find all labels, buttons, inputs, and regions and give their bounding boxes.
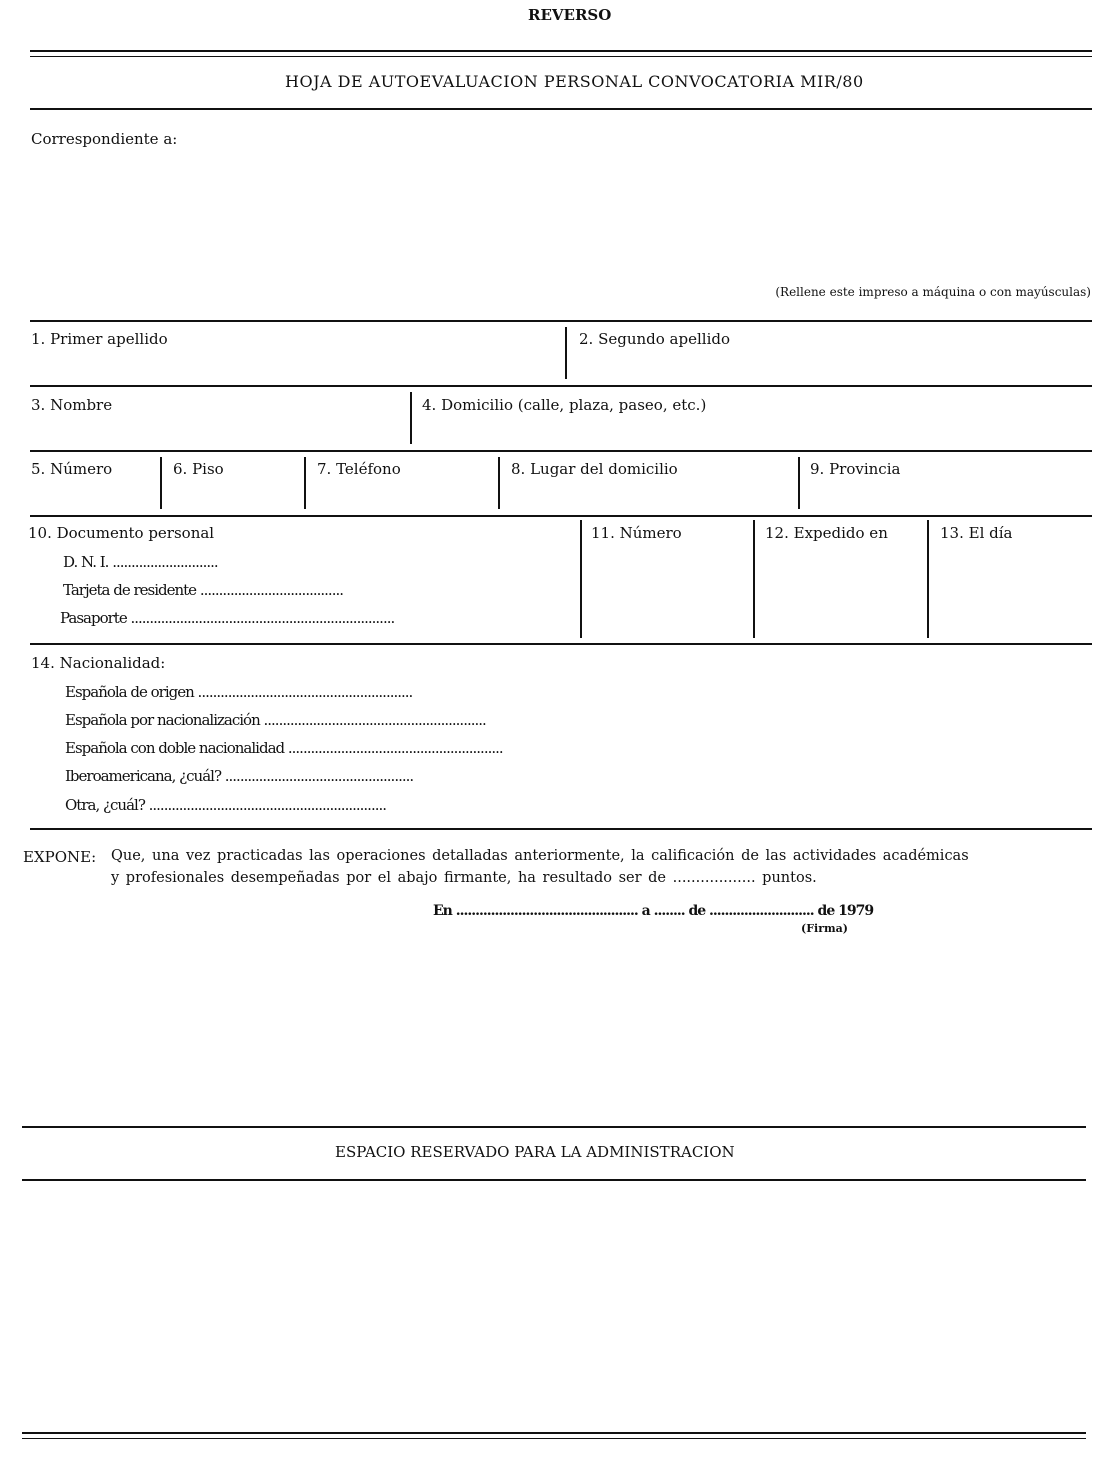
signature-place-date[interactable]: En ............................................... a ........ de ........................... de 1979	[433, 903, 874, 919]
field-numero[interactable]: 5. Número	[31, 460, 113, 478]
field-documento-personal: 10. Documento personal	[28, 524, 215, 542]
field-nacionalidad: 14. Nacionalidad:	[31, 654, 166, 672]
field-primer-apellido[interactable]: 1. Primer apellido	[31, 330, 168, 348]
expone-line-2: y profesionales desempeñadas por el abajo firmante, ha resultado ser de .................. puntos.	[111, 870, 817, 886]
row5-top-rule	[30, 643, 1092, 645]
row4-top-rule	[30, 515, 1092, 517]
field-numero-documento[interactable]: 11. Número	[591, 524, 682, 542]
row2-divider	[410, 392, 412, 444]
field-piso[interactable]: 6. Piso	[173, 460, 224, 478]
field-lugar-domicilio[interactable]: 8. Lugar del domicilio	[511, 460, 678, 478]
row4-divider-2	[753, 520, 755, 638]
field-telefono[interactable]: 7. Teléfono	[317, 460, 401, 478]
option-iberoamericana[interactable]: Iberoamericana, ¿cuál? ..................................................	[65, 767, 414, 785]
option-dni[interactable]: D. N. I. ............................	[63, 553, 218, 571]
row3-divider-4	[798, 457, 800, 509]
firma-label: (Firma)	[801, 922, 848, 935]
field-nombre[interactable]: 3. Nombre	[31, 396, 113, 414]
option-otra[interactable]: Otra, ¿cuál? ...............................................................	[65, 796, 387, 814]
row3-divider-1	[160, 457, 162, 509]
top-double-rule-2	[30, 56, 1092, 57]
field-expedido-en[interactable]: 12. Expedido en	[765, 524, 888, 542]
row3-top-rule	[30, 450, 1092, 452]
row1-top-rule	[30, 320, 1092, 322]
correspondiente-label: Correspondiente a:	[31, 130, 178, 148]
field-segundo-apellido[interactable]: 2. Segundo apellido	[579, 330, 731, 348]
admin-top-rule	[22, 1126, 1086, 1128]
row3-divider-2	[304, 457, 306, 509]
field-provincia[interactable]: 9. Provincia	[810, 460, 901, 478]
reverso-label: REVERSO	[528, 6, 612, 24]
instruction-note: (Rellene este impreso a máquina o con mayúsculas)	[775, 285, 1091, 299]
top-double-rule-1	[30, 50, 1092, 52]
admin-title: ESPACIO RESERVADO PARA LA ADMINISTRACION	[335, 1143, 735, 1161]
option-espanola-origen[interactable]: Española de origen .........................................................	[65, 683, 413, 701]
row3-divider-3	[498, 457, 500, 509]
option-espanola-nacionalizacion[interactable]: Española por nacionalización ...........................................................	[65, 711, 486, 729]
option-tarjeta-residente[interactable]: Tarjeta de residente ......................................	[63, 581, 344, 599]
row4-divider-3	[927, 520, 929, 638]
bottom-double-rule-2	[22, 1438, 1086, 1439]
option-espanola-doble[interactable]: Española con doble nacionalidad .........................................................	[65, 739, 503, 757]
row2-top-rule	[30, 385, 1092, 387]
expone-top-rule	[30, 828, 1092, 830]
page-title: HOJA DE AUTOEVALUACION PERSONAL CONVOCATORIA MIR/80	[285, 72, 864, 91]
bottom-double-rule-1	[22, 1432, 1086, 1434]
option-pasaporte[interactable]: Pasaporte ......................................................................	[60, 609, 395, 627]
admin-bottom-rule	[22, 1179, 1086, 1181]
expone-label: EXPONE:	[23, 848, 97, 866]
expone-line-1: Que, una vez practicadas las operaciones detalladas anteriormente, la calificación de las actividades académicas	[111, 848, 969, 864]
title-rule	[30, 108, 1092, 110]
field-el-dia[interactable]: 13. El día	[940, 524, 1013, 542]
field-domicilio[interactable]: 4. Domicilio (calle, plaza, paseo, etc.)	[422, 396, 707, 414]
row4-divider-1	[580, 520, 582, 638]
row1-divider	[565, 327, 567, 379]
